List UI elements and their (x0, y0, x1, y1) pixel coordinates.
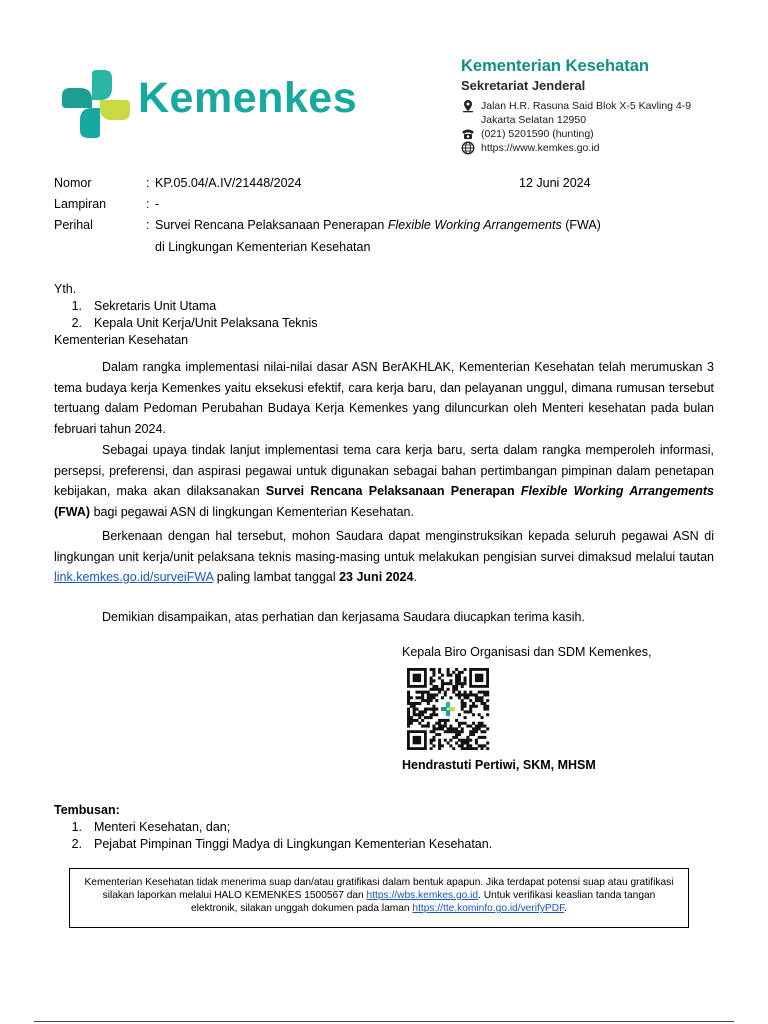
address-row (461, 99, 751, 127)
cc-title: Tembusan: (54, 803, 120, 817)
wbs-link[interactable]: https://wbs.kemkes.go.id (366, 890, 479, 901)
globe-icon (461, 141, 475, 155)
recipient-item: 1. Sekretaris Unit Utama (71, 299, 217, 313)
perihal-value (155, 218, 601, 232)
closing-paragraph: Demikian disampaikan, atas perhatian dan kerjasama Saudara diucapkan terima kasih. (102, 610, 585, 624)
logo-wordmark: Kemenkes (138, 74, 358, 122)
signer-title: Kepala Biro Organisasi dan SDM Kemenkes, (402, 645, 652, 659)
address-line-2: Jakarta Selatan 12950 (481, 114, 587, 126)
nomor-value: KP.05.04/A.IV/21448/2024 (155, 176, 302, 190)
survey-link[interactable]: link.kemkes.go.id/surveiFWA (54, 570, 214, 585)
perihal-label: Perihal (54, 218, 93, 232)
kemenkes-logo (56, 68, 360, 140)
kemenkes-flower-icon (56, 68, 136, 140)
cc-block (54, 802, 492, 853)
paragraph-1: Dalam rangka implementasi nilai-nilai dasar ASN BerAKHLAK, Kementerian Kesehatan telah merumuskan 3 tema budaya kerja Kemenkes yaitu eksekusi efektif, cara kerja baru, dan pelayanan unggul, dimana rumusan tersebut tertuang dalam Pedoman Perubahan Budaya Kerja Kemenkes yang diluncurkan oleh Menteri kesehatan pada bulan februari tahun 2024. (54, 360, 714, 436)
website-row (461, 141, 751, 155)
recipient-org: Kementerian Kesehatan (54, 333, 189, 347)
letter-date: 12 Juni 2024 (519, 176, 591, 190)
anti-gratification-notice: Kementerian Kesehatan tidak menerima suap dan/atau gratifikasi dalam bentuk apapun. Jika terdapat potensi suap atau gratifikasi silakan laporkan melalui HALO KEMENKES 1500567 dan https://wbs.kemkes.go.id. Untuk verifikasi keaslian tanda tangan elektronik, silakan unggah dokumen pada laman https://tte.kominfo.go.id/verifyPDF. (69, 868, 689, 928)
verify-pdf-link[interactable]: https://tte.kominfo.go.id/verifyPDF (412, 903, 565, 914)
perihal-line-2: di Lingkungan Kementerian Kesehatan (155, 240, 371, 254)
letterhead (461, 56, 751, 155)
address-line-1: Jalan H.R. Rasuna Said Blok X-5 Kavling 4-9 (481, 100, 692, 112)
nomor-label: Nomor (54, 176, 92, 190)
phone-row (461, 127, 751, 141)
recipient-item: 2. Kepala Unit Kerja/Unit Pelaksana Teknis (71, 316, 318, 330)
lampiran-colon: : (146, 197, 150, 211)
lampiran-label: Lampiran (54, 197, 107, 211)
page-bottom-divider (34, 1021, 734, 1022)
nomor-colon: : (146, 176, 150, 190)
location-pin-icon (461, 99, 475, 113)
deadline-date: 23 Juni 2024 (339, 570, 414, 585)
cc-item: 2. Pejabat Pimpinan Tinggi Madya di Lingkungan Kementerian Kesehatan. (71, 837, 493, 851)
salutation: Yth. (54, 282, 77, 296)
website-url[interactable]: https://www.kemkes.go.id (481, 142, 600, 154)
recipients (54, 281, 318, 349)
cc-item: 1. Menteri Kesehatan, dan; (71, 820, 231, 834)
perihal-text-a: Survei Rencana Pelaksanaan Penerapan (155, 218, 388, 232)
org-sub: Sekretariat Jenderal (461, 78, 586, 93)
signature-qr-code (404, 668, 492, 750)
signer-name: Hendrastuti Pertiwi, SKM, MHSM (402, 758, 596, 772)
phone-number: (021) 5201590 (hunting) (481, 128, 594, 140)
perihal-text-italic: Flexible Working Arrangements (387, 218, 562, 232)
phone-icon (461, 127, 475, 141)
org-name: Kementerian Kesehatan (461, 57, 649, 75)
perihal-text-c: (FWA) (561, 218, 601, 232)
paragraph-2: Sebagai upaya tindak lanjut implementasi tema cara kerja baru, serta dalam rangka memperoleh informasi, persepsi, preferensi, dan aspirasi pegawai untuk digunakan sebagai bahan pertimbangan pimpinan dalam penetapan kebijakan, maka akan dilaksanakan Survei Rencana Pelaksanaan Penerapan Flexible Working Arrangements (FWA) bagi pegawai ASN di lingkungan Kementerian Kesehatan. (54, 443, 714, 519)
paragraph-3: Berkenaan dengan hal tersebut, mohon Saudara dapat menginstruksikan kepada seluruh pegawai ASN di lingkungan unit kerja/unit pelaksana teknis masing-masing untuk melakukan pengisian survei dimaksud melalui tautan link.kemkes.go.id/surveiFWA paling lambat tanggal 23 Juni 2024. (54, 529, 714, 585)
lampiran-value: - (155, 197, 160, 211)
perihal-colon: : (146, 218, 150, 232)
